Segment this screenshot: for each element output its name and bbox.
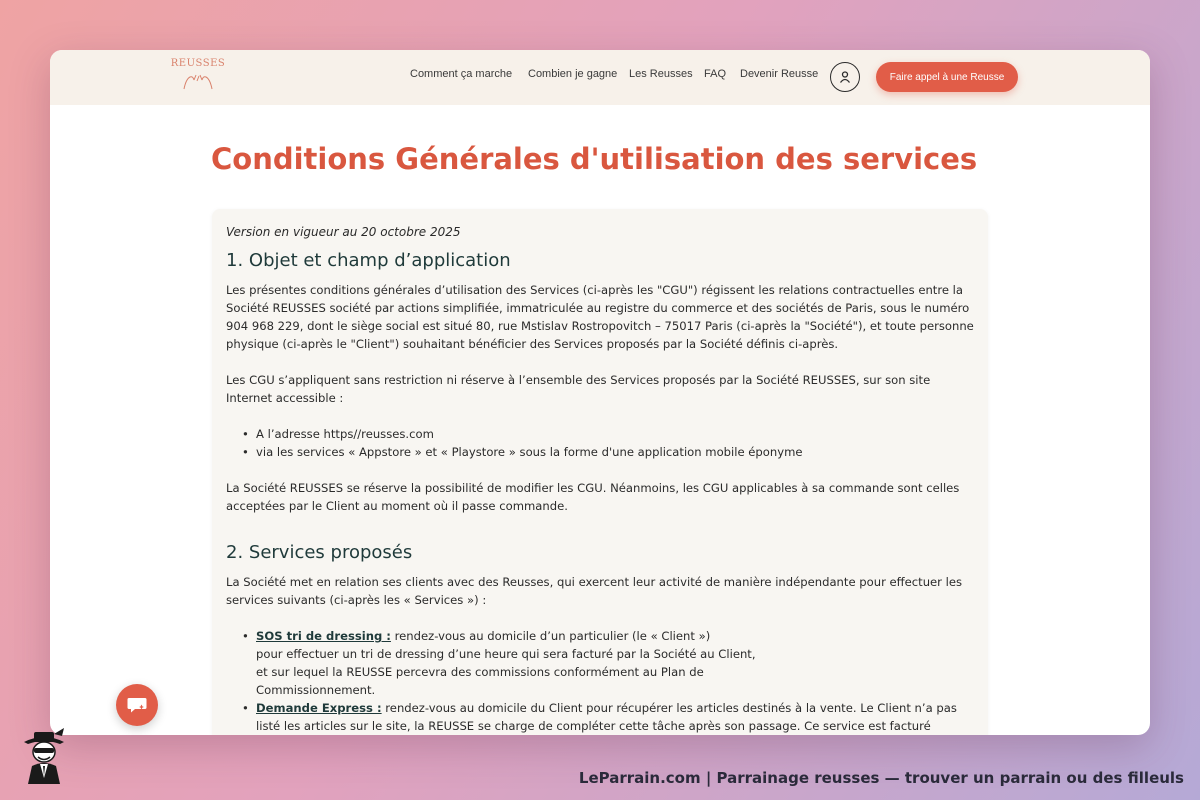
reusses-logo[interactable] <box>170 58 226 98</box>
service-name-link[interactable]: SOS tri de dressing : <box>256 629 391 643</box>
service-item <box>242 699 976 735</box>
navbar <box>50 50 1150 105</box>
chat-icon <box>126 696 148 714</box>
user-icon <box>838 70 852 84</box>
cta-button[interactable]: Faire appel à une Reusse <box>876 62 1018 92</box>
page-title: Conditions Générales d'utilisation des services <box>211 142 978 176</box>
chat-widget-button[interactable] <box>116 684 158 726</box>
list-item: • A l’adresse https//reusses.com <box>242 425 976 443</box>
service-description: rendez-vous au domicile du Client pour récupérer les articles destinés à la vente. Le Client n’a pas listé les articles sur le site, la REUSSE se charge de compléter cette tâche après son passage. Ce service est facturé <box>256 701 957 733</box>
bullet-list <box>242 425 976 461</box>
footer-caption: LeParrain.com | Parrainage reusses — trouver un parrain ou des filleuls <box>578 769 1184 787</box>
paragraph: Les CGU s’appliquent sans restriction ni réserve à l’ensemble des Services proposés par la Société REUSSES, sur son site Internet accessible : <box>226 373 931 405</box>
section-heading-services: 2. Services proposés <box>226 542 413 563</box>
logo-hands-icon <box>178 71 218 91</box>
service-description: Commissionnement. <box>256 683 376 697</box>
section-heading-objet: 1. Objet et champ d’application <box>226 250 511 271</box>
nav-link-faq[interactable]: FAQ <box>704 68 727 80</box>
service-description: et sur lequel la REUSSE percevra des commissions conformément au Plan de <box>256 665 704 679</box>
paragraph: La Société met en relation ses clients avec des Reusses, qui exercent leur activité de manière indépendante pour effectuer les services suivants (ci-après les « Services ») : <box>226 575 963 607</box>
account-button[interactable] <box>830 62 860 92</box>
service-name-link[interactable]: Demande Express : <box>256 701 382 715</box>
paragraph: La Société REUSSES se réserve la possibilité de modifier les CGU. Néanmoins, les CGU applicables à sa commande sont celles acceptées par le Client au moment où il passe commande. <box>226 481 960 513</box>
leparrain-mascot-icon <box>16 726 72 784</box>
nav-link-les-reusses[interactable]: Les Reusses <box>629 68 693 80</box>
logo-text: REUSSES <box>170 58 226 69</box>
cgu-content <box>212 209 988 735</box>
service-description: pour effectuer un tri de dressing d’une heure qui sera facturé par la Société au Client, <box>256 647 756 661</box>
nav-link-combien-je-gagne[interactable]: Combien je gagne <box>528 68 618 80</box>
services-list <box>242 627 976 735</box>
service-item <box>242 627 976 699</box>
service-description: rendez-vous au domicile d’un particulier (le « Client ») <box>390 629 711 643</box>
paragraph: Les présentes conditions générales d’utilisation des Services (ci-après les "CGU") régissent les relations contractuelles entre la Société REUSSES société par actions simplifiée, immatriculée au registre du commerce et des sociétés de Paris, sous le numéro 904 968 229, dont le siège social est situé 80, rue Mstislav Rostropovitch – 75017 Paris (ci-après la "Société"), et toute personne physique (ci-après le "Client") souhaitant bénéficier des Services proposés par la Société définis ci-après. <box>226 283 974 351</box>
nav-link-devenir-reusse[interactable]: Devenir Reusse <box>740 68 819 80</box>
nav-link-comment-ca-marche[interactable]: Comment ça marche <box>410 68 513 80</box>
browser-window <box>50 50 1150 735</box>
list-item: • via les services « Appstore » et « Playstore » sous la forme d'une application mobile éponyme <box>242 443 976 461</box>
version-date: Version en vigueur au 20 octobre 2025 <box>226 225 461 239</box>
